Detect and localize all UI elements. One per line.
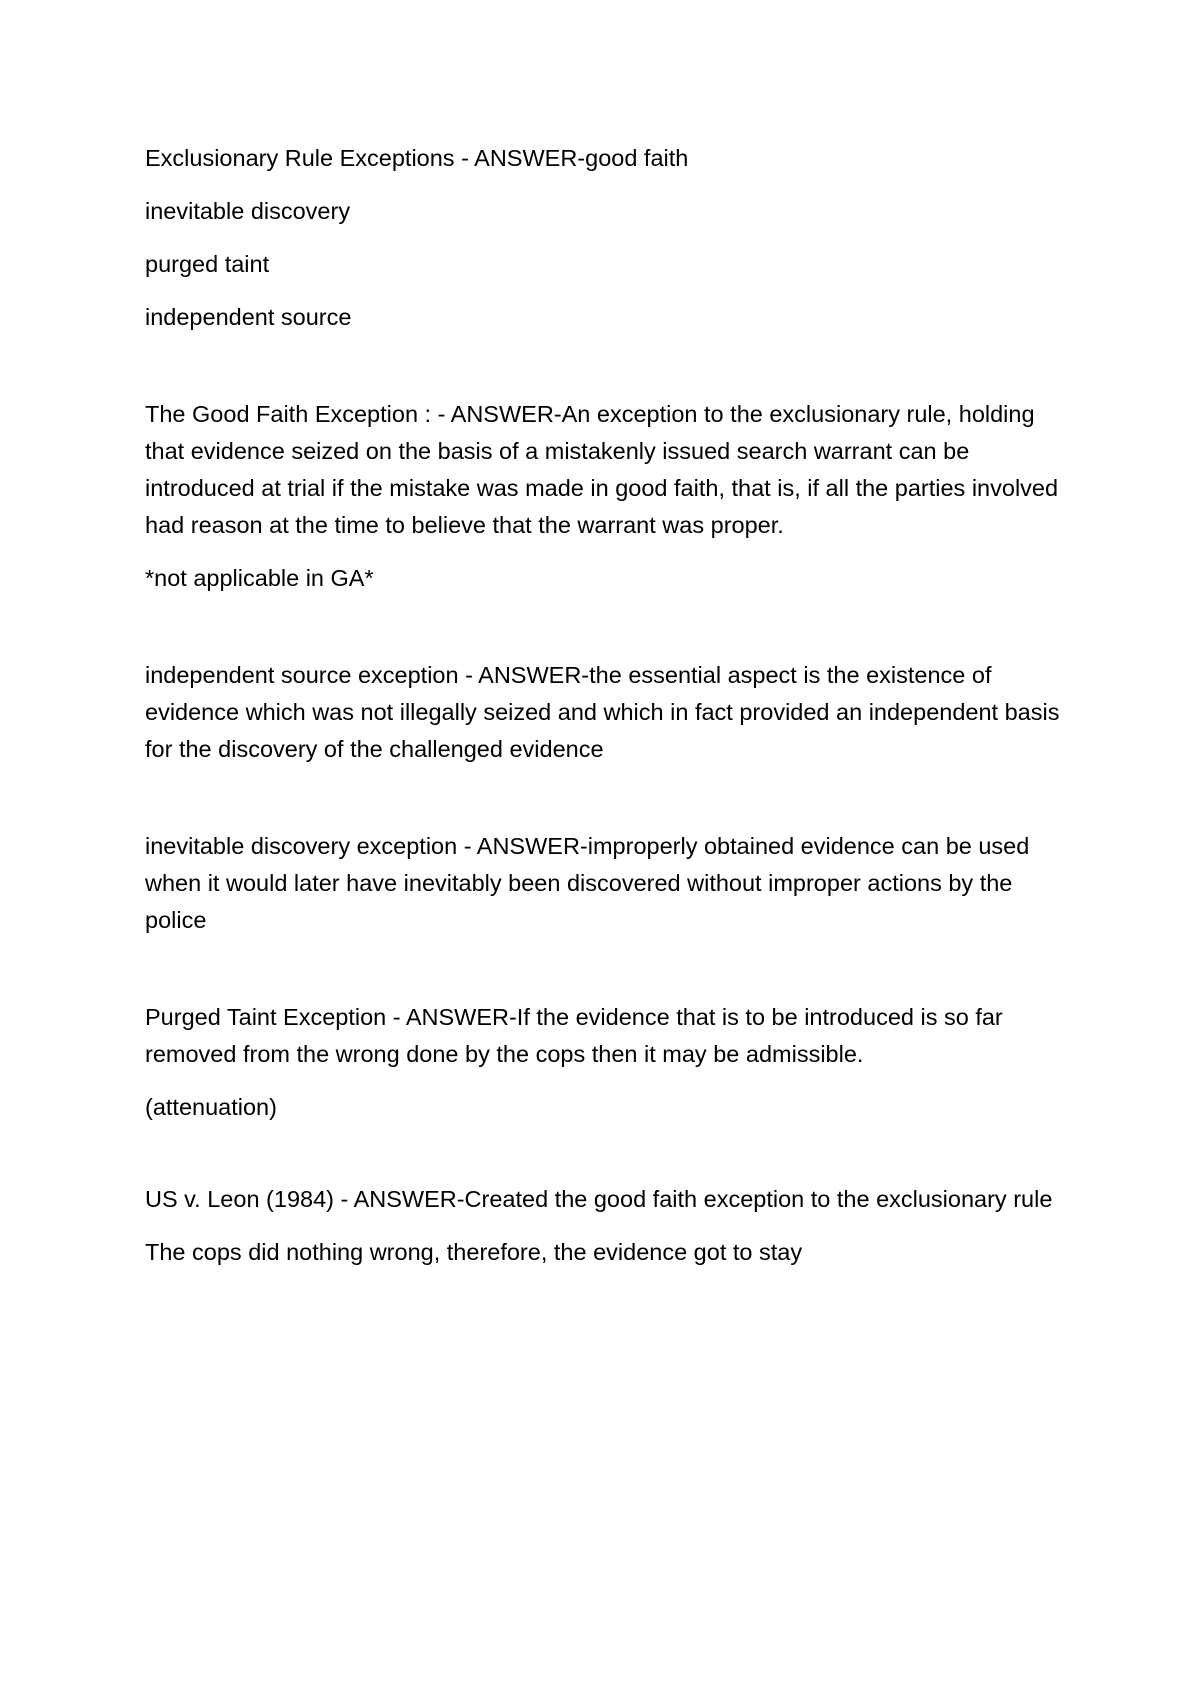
entry-answer-line: inevitable discovery xyxy=(145,198,351,224)
entry-inevitable-discovery-exception xyxy=(145,828,1065,939)
entry-note: (attenuation) xyxy=(145,1094,277,1120)
entry-question-answer: Purged Taint Exception - ANSWER-If the evidence that is to be introduced is so far removed from the wrong done by the cops then it may be admissible. xyxy=(145,1004,1003,1067)
entry-answer-line: independent source xyxy=(145,304,352,330)
entry-note: The cops did nothing wrong, therefore, the evidence got to stay xyxy=(145,1239,803,1265)
entry-question-answer: The Good Faith Exception : - ANSWER-An exception to the exclusionary rule, holding that evidence seized on the basis of a mistakenly issued search warrant can be introduced at trial if the mistake was made in good faith, that is, if all the parties involved had reason at the time to believe that the warrant was proper. xyxy=(145,401,1059,538)
entry-question-answer: independent source exception - ANSWER-the essential aspect is the existence of evidence which was not illegally seized and which in fact provided an independent basis for the discovery of the challenged evidence xyxy=(145,662,1060,762)
document-content xyxy=(145,140,1065,1271)
entry-purged-taint-exception xyxy=(145,999,1065,1126)
spacer xyxy=(145,336,1065,396)
entry-question-answer: inevitable discovery exception - ANSWER-improperly obtained evidence can be used when it would later have inevitably been discovered without improper actions by the police xyxy=(145,833,1030,933)
entry-independent-source-exception xyxy=(145,657,1065,768)
entry-good-faith-exception xyxy=(145,396,1065,597)
spacer xyxy=(145,939,1065,999)
entry-question-answer: US v. Leon (1984) - ANSWER-Created the good faith exception to the exclusionary rule xyxy=(145,1186,1053,1212)
entry-question-answer: Exclusionary Rule Exceptions - ANSWER-good faith xyxy=(145,145,689,171)
spacer xyxy=(145,1126,1065,1181)
entry-exclusionary-rule-exceptions xyxy=(145,140,1065,336)
spacer xyxy=(145,768,1065,828)
entry-us-v-leon xyxy=(145,1181,1065,1271)
entry-answer-line: purged taint xyxy=(145,251,270,277)
entry-note: *not applicable in GA* xyxy=(145,565,374,591)
spacer xyxy=(145,597,1065,657)
